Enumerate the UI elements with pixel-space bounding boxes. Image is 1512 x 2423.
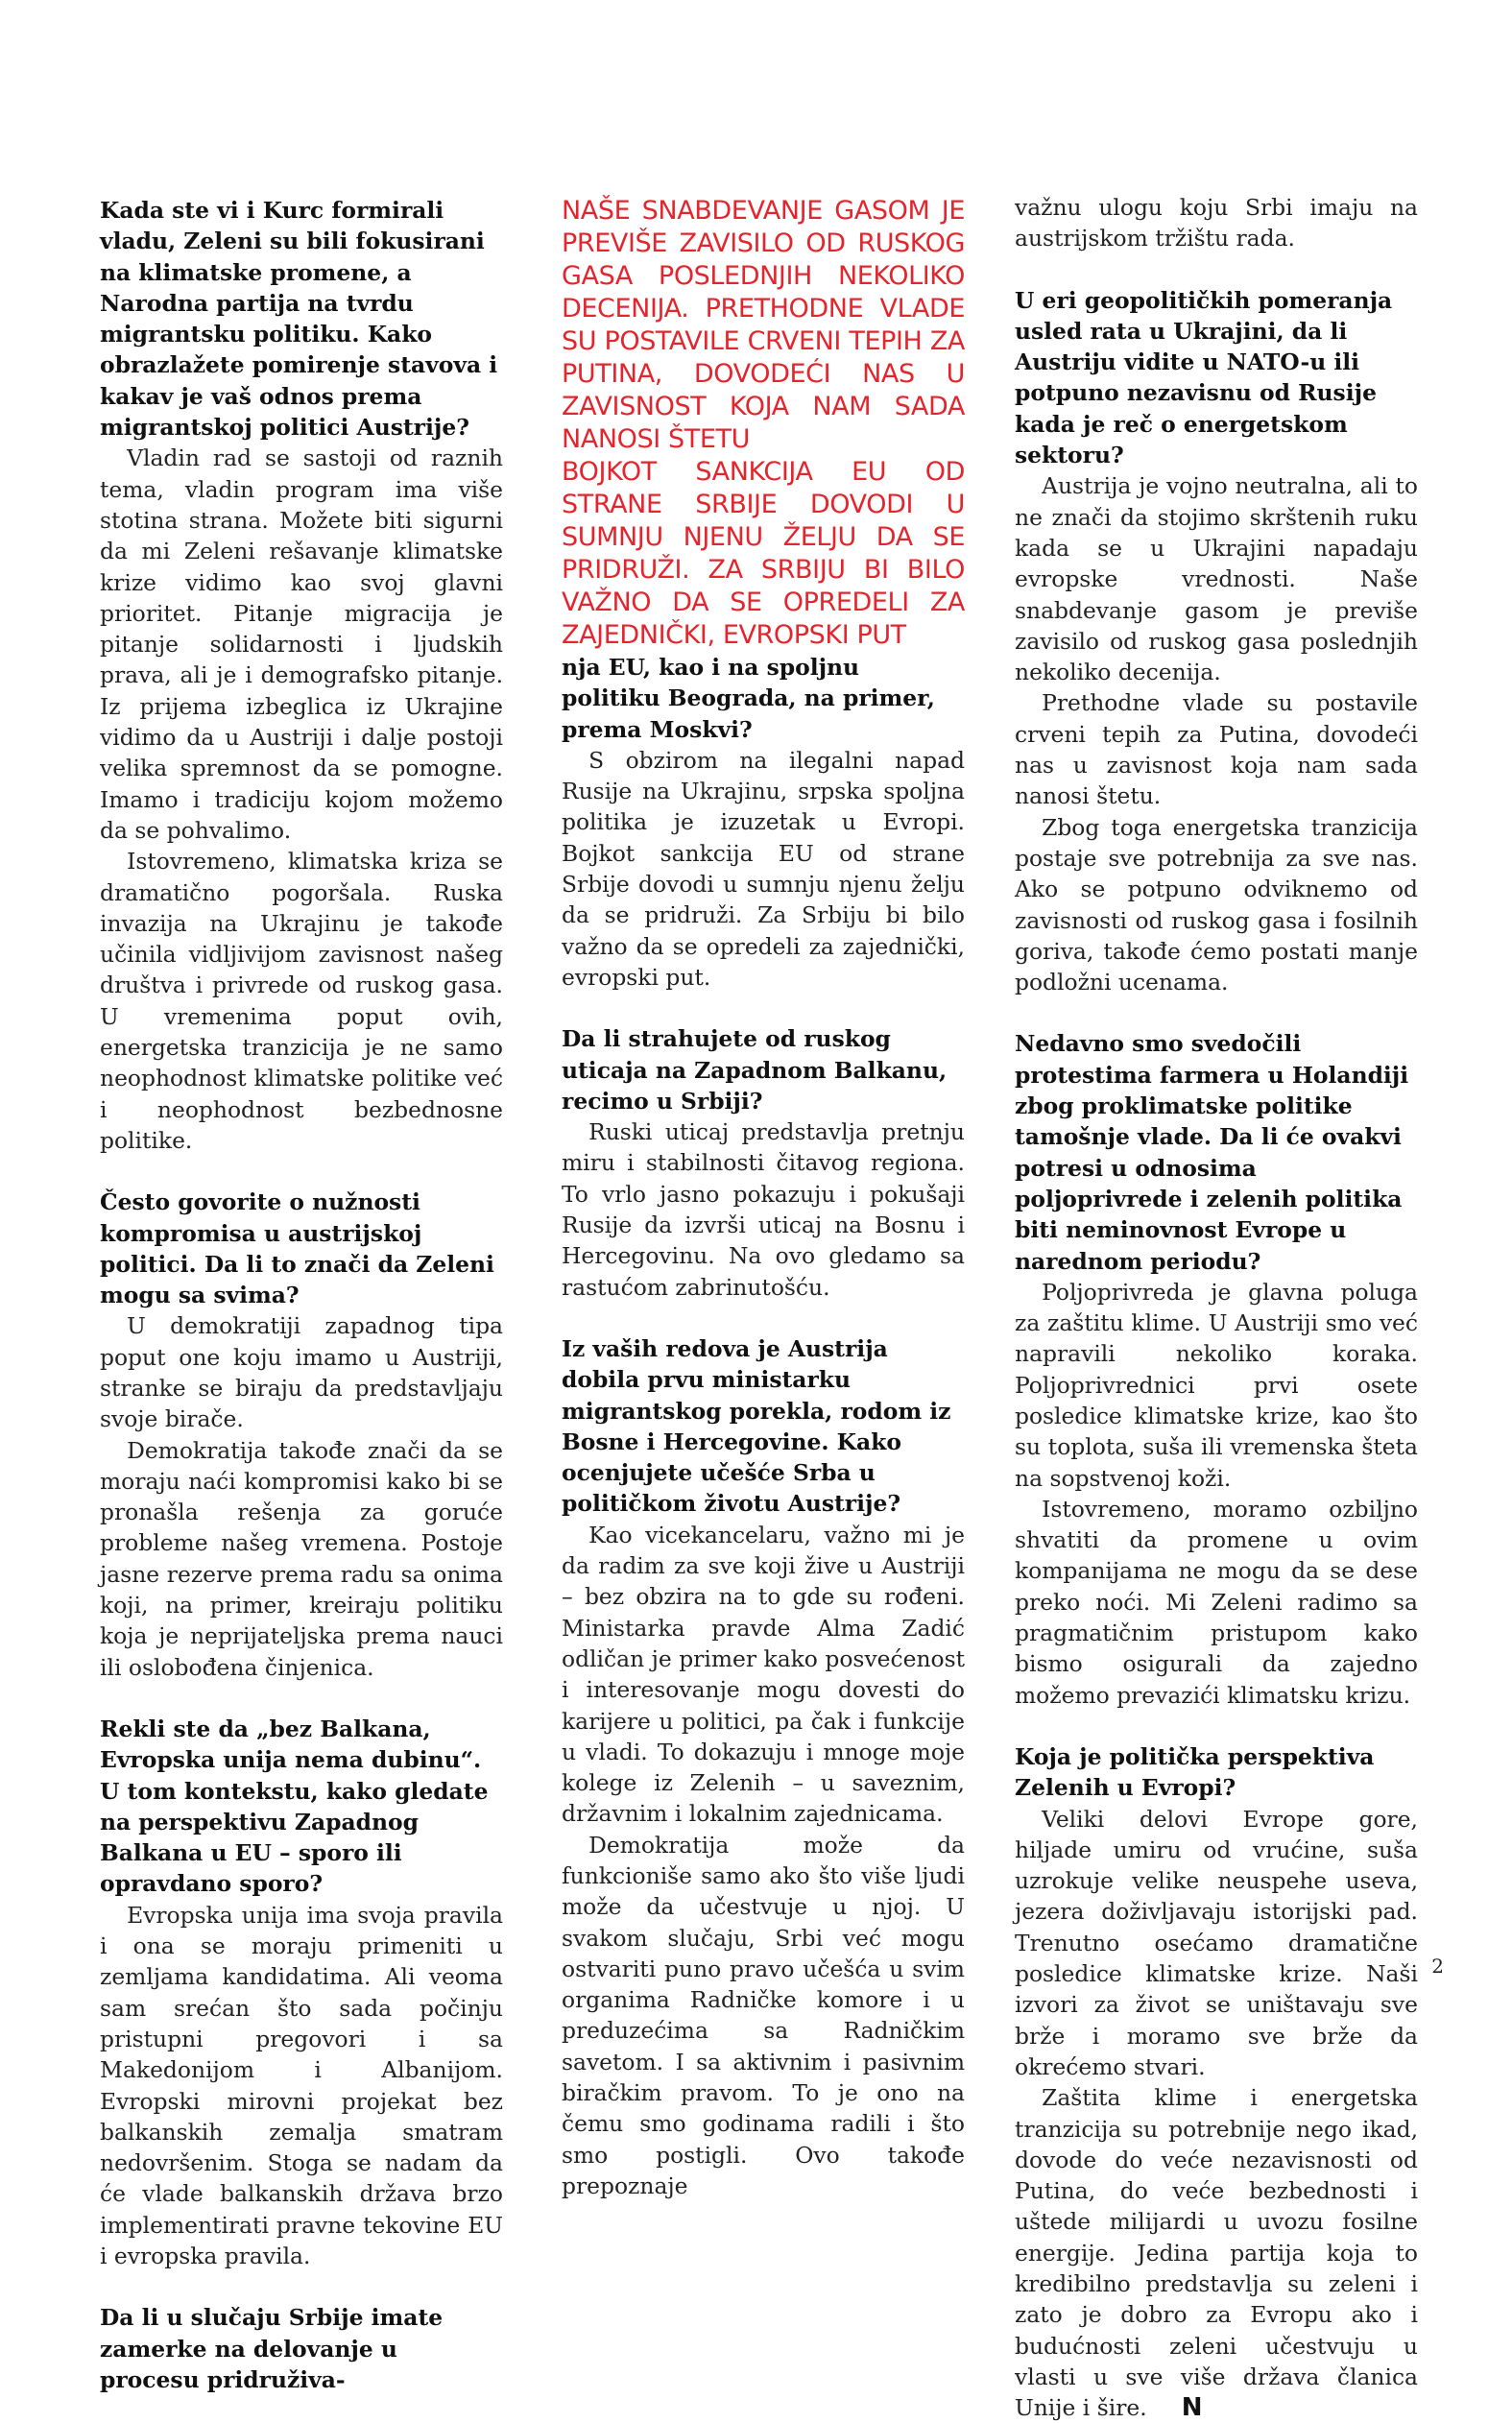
article-column-2 xyxy=(562,195,965,2201)
final-paragraph-text: Zaštita klime i energetska tranzicija su potrebnije nego ikad, dovode do veće nezavisnosti od Putina, do veće bezbednosti i uštede milijardi u uvozu fosilne energije. Jedina partija koja to kredibilno predstavlja su zeleni i zato je dobro za Evropu ako i budućnosti zeleni učestvuju u vlasti u sve više država članica Unije i šire. xyxy=(1015,2084,1418,2422)
page-number: 2 xyxy=(1431,1955,1444,1978)
interview-question: Često govorite o nužnosti kompromisa u austrijskoj politici. Da li to znači da Zeleni mogu sa svima? xyxy=(100,1188,494,1309)
interview-question: Koja je politička perspektiva Zelenih u Evropi? xyxy=(1015,1742,1375,1802)
interview-question: Rekli ste da „bez Balkana, Evropska unija nema dubinu“. U tom kontekstu, kako gledate na perspektivu Zapadnog Balkana u EU – sporo ili opravdano sporo? xyxy=(100,1715,489,1898)
interview-answer-paragraph: Kao vicekancelaru, važno mi je da radim za sve koji žive u Austriji – bez obzira na to gde su rođeni. Ministarka pravde Alma Zadić odličan je primer kako posvećenost i interesovanje mogu dovesti do karijere u politici, pa čak i funkcije u vladi. To dokazuju i mnoge moje kolege iz Zelenih – u saveznim, državnim i lokalnim zajednicama. xyxy=(562,1521,965,1828)
interview-answer-paragraph: Vladin rad se sastoji od raznih tema, vladin program ima više stotina strana. Možete biti sigurni da mi Zeleni rešavanje klimatske krize vidimo kao svoj glavni prioritet. Pitanje migracija je pitanje solidarnosti i ljudskih prava, ali je i demografsko pitanje. Iz prijema izbeglica iz Ukrajine vidimo da u Austriji i dalje postoji velika spremnost da se pomogne. Imamo i tradiciju kojom možemo da se pohvalimo. xyxy=(100,444,503,844)
interview-answer-paragraph: Demokratija takođe znači da se moraju naći kompromisi kako bi se pronašla rešenja za goruće probleme našeg vremena. Postoje jasne rezerve prema radu sa onima koji, na primer, kreiraju politiku koja je neprijateljska prema nauci ili oslobođena činjenica. xyxy=(100,1436,503,1681)
interview-question: Nedavno smo svedočili protestima farmera u Holandiji zbog proklimatske politike tamošnje vlade. Da li će ovakvi potresi u odnosima poljoprivrede i zelenih politika biti neminovnost Evrope u narednom periodu? xyxy=(1015,1030,1409,1275)
interview-question: U eri geopolitičkih pomeranja usled rata u Ukrajini, da li Austriju vidite u NATO-u ili potpuno nezavisnu od Rusije kada je reč o energetskom sektoru? xyxy=(1015,286,1393,469)
interview-question: Kada ste vi i Kurc formirali vladu, Zeleni su bili fokusirani na klimatske promene, a Narodna partija na tvrdu migrantsku politiku. Kako obrazlažete pomirenje stavova i kakav je vaš odnos prema migrantskoj politici Austrije? xyxy=(100,197,498,442)
interview-answer-paragraph: Demokratija može da funkcioniše samo ako što više ljudi može da učestvuje u njoj. U svakom slučaju, Srbi već mogu ostvariti puno pravo učešća u svim organima Radničke komore i u preduzećima sa Radničkim savetom. I sa aktivnim i pasivnim biračkim pravom. To je ono na čemu smo godinama radili i što smo postigli. Ovo takođe prepoznaje xyxy=(562,1831,965,2199)
article-column-3 xyxy=(1015,192,1418,2423)
end-of-article-mark: N xyxy=(1181,2393,1203,2423)
interview-answer-paragraph: Austrija je vojno neutralna, ali to ne znači da stojimo skrštenih ruku kada se u Ukrajini napadaju evropske vrednosti. Naše snabdevanje gasom je previše zavisilo od ruskog gasa poslednjih nekoliko decenija. xyxy=(1015,472,1418,686)
pull-quote: NAŠE SNABDEVANJE GASOM JE PREVIŠE ZAVISILO OD RUSKOG GASA POSLEDNJIH NEKOLIKO DECENIJA. PRETHODNE VLADE SU POSTAVILE CRVENI TEPIH ZA PUTINA, DOVODEĆI NAS U ZAVISNOST KOJA NAM SADA NANOSI ŠTETU xyxy=(562,196,965,454)
interview-answer-paragraph: Poljoprivreda je glavna poluga za zaštitu klime. U Austriji smo već napravili nekoliko koraka. Poljoprivrednici prvi osete posledice klimatske krize, kao što su toplota, suša ili vremenska šteta na sopstvenoj koži. xyxy=(1015,1278,1418,1492)
interview-question: Da li strahujete od ruskog uticaja na Zapadnom Balkanu, recimo u Srbiji? xyxy=(562,1025,948,1115)
interview-answer-paragraph: Istovremeno, klimatska kriza se dramatično pogoršala. Ruska invazija na Ukrajinu je takođe učinila vidljivijom zavisnost našeg društva i privrede od ruskog gasa. U vremenima poput ovih, energetska tranzicija je ne samo neophodnost klimatske politike već i neophodnost bezbednosne politike. xyxy=(100,848,503,1154)
article-column-1 xyxy=(100,195,503,2395)
interview-answer-paragraph: važnu ulogu koju Srbi imaju na austrijskom tržištu rada. xyxy=(1015,194,1418,252)
interview-answer-paragraph: Evropska unija ima svoja pravila i ona se moraju primeniti u zemljama kandidatima. Ali veoma sam srećan što sada počinju pristupni pregovori i sa Makedonijom i Albanijom. Evropski mirovni projekat bez balkanskih zemalja smatram nedovršenim. Stoga se nadam da će vlade balkanskih država brzo implementirati pravne tekovine EU i evropska pravila. xyxy=(100,1901,503,2269)
pull-quote: BOJKOT SANKCIJA EU OD STRANE SRBIJE DOVODI U SUMNJU NJENU ŽELJU DA SE PRIDRUŽI. ZA SRBIJU BI BILO VAŽNO DA SE OPREDELI ZA ZAJEDNIČKI, EVROPSKI PUT xyxy=(562,457,965,650)
interview-answer-paragraph: Istovremeno, moramo ozbiljno shvatiti da promene u ovim kompanijama ne mogu da se dese preko noći. Mi Zeleni radimo sa pragmatičnim pristupom kako bismo osigurali da zajedno možemo prevazići klimatsku krizu. xyxy=(1015,1495,1418,1709)
interview-question: Iz vaših redova je Austrija dobila prvu ministarku migrantskog porekla, rodom iz Bosne i Hercegovine. Kako ocenjujete učešće Srba u političkom životu Austrije? xyxy=(562,1334,951,1518)
interview-question-continued: nja EU, kao i na spoljnu politiku Beograda, na primer, prema Moskvi? xyxy=(562,654,935,743)
interview-answer-paragraph: S obzirom na ilegalni napad Rusije na Ukrajinu, srpska spoljna politika je izuzetak u Evropi. Bojkot sankcija EU od strane Srbije dovodi u sumnju njenu želju da se pridruži. Za Srbiju bi bilo važno da se opredeli za zajednički, evropski put. xyxy=(562,746,965,991)
interview-answer-paragraph: Veliki delovi Evrope gore, hiljade umiru od vrućine, suša uzrokuje velike neuspehe useva, jezera doživljavaju istorijski pad. Trenutno osećamo dramatične posledice klimatske krize. Naši izvori za život se uništavaju sve brže i moramo sve brže da okrećemo stvari. xyxy=(1015,1805,1418,2080)
interview-answer-paragraph-final xyxy=(1015,2082,1418,2423)
interview-answer-paragraph: Prethodne vlade su postavile crveni tepih za Putina, dovodeći nas u zavisnost koja nam sada nanosi štetu. xyxy=(1015,689,1418,810)
interview-answer-paragraph: U demokratiji zapadnog tipa poput one koju imamo u Austriji, stranke se biraju da predstavljaju svoje birače. xyxy=(100,1312,503,1433)
interview-question: Da li u slučaju Srbije imate zamerke na delovanje u procesu pridruživa- xyxy=(100,2304,444,2393)
interview-answer-paragraph: Zbog toga energetska tranzicija postaje sve potrebnija za sve nas. Ako se potpuno odviknemo od zavisnosti od ruskog gasa i fosilnih goriva, takođe ćemo postati manje podložni ucenama. xyxy=(1015,813,1418,996)
interview-answer-paragraph: Ruski uticaj predstavlja pretnju miru i stabilnosti čitavog regiona. To vrlo jasno pokazuju i pokušaji Rusije da izvrši uticaj na Bosnu i Hercegovinu. Na ovo gledamo sa rastućom zabrinutošću. xyxy=(562,1118,965,1301)
